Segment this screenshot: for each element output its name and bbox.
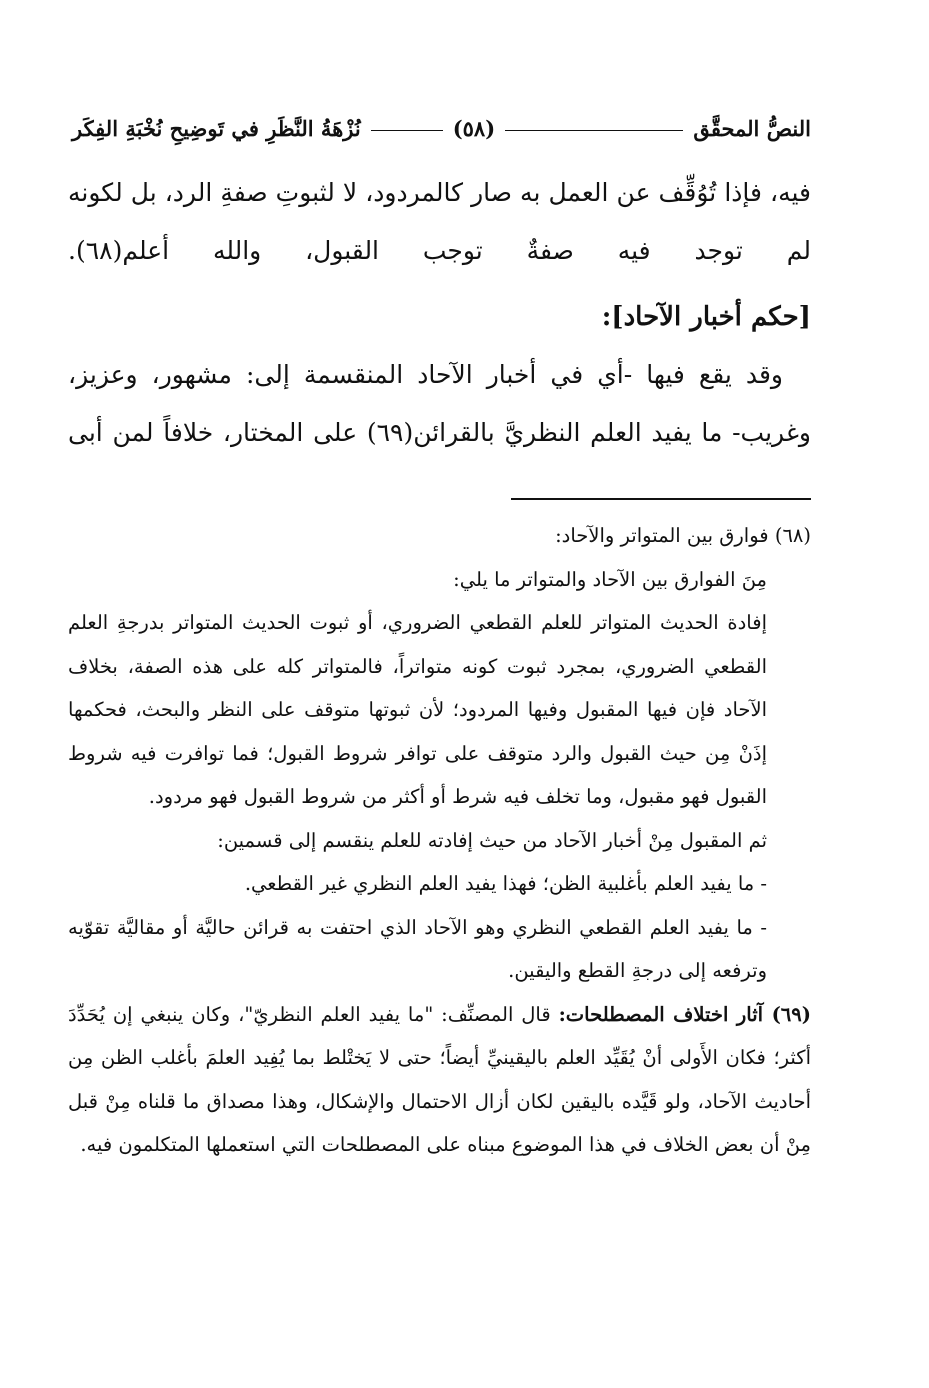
- footnote-69-body: قال المصنِّف: "ما يفيد العلم النظريّ"، وكان ينبغي إن يُحَدِّدَ أكثر؛ فكان الأَولى أنْ يُقَيِّد العلم باليقينيِّ أيضاً؛ حتى لا يَختْلط بما يُفِيد العلمَ بأغلب الظن مِن أحاديث الآحاد، ولو قَيَّده باليقين لكان أزال الاحتمال والإشكال، وهذا مصداق ما قلناه مِنْ قبل مِنْ أن بعض الخلاف في هذا الموضوع مبناه على المصطلحات التي استعملها المتكلمون فيه.: [68, 1002, 811, 1156]
- footnote-68-title: (٦٨) فوارق بين المتواتر والآحاد:: [555, 524, 811, 547]
- main-paragraph-2: وقد يقع فيها -أي في أخبار الآحاد المنقسمة إلى: مشهور، وعزيز، وغريب- ما يفيد العلم النظريَّ بالقرائن(٦٩) على المختار، خلافاً لمن أبى: [68, 360, 811, 447]
- page-number: (٥٨): [452, 115, 496, 141]
- footnote-68-body: إفادة الحديث المتواتر للعلم القطعي الضروري، أو ثبوت الحديث المتواتر بدرجةِ العلم القطعي الضروري، بمجرد ثبوت كونه متواتراً، فالمتواتر كله على هذه الصفة، بخلاف الآحاد فإن فيها المقبول وفيها المردود؛ لأن ثبوتها متوقف على النظر والبحث، فحكمها إذَنْ مِن حيث القبول والرد متوقف على توافر شروط القبول؛ فما توافرت فيه شروط القبول فهو مقبول، وما تخلف فيه شرط أو أكثر من شروط القبول فهو مردود.: [68, 611, 767, 808]
- footnote-68-division: ثم المقبول مِنْ أخبار الآحاد من حيث إفادته للعلم ينقسم إلى قسمين:: [217, 828, 767, 852]
- header-rule-left: [371, 130, 443, 131]
- header-right-title: النصُّ المحقَّق: [693, 115, 811, 141]
- footnote-69-title: (٦٩) آثار اختلاف المصطلحات:: [558, 1002, 811, 1026]
- footnote-68-item-2: - ما يفيد العلم القطعي النظري وهو الآحاد الذي احتفت به قرائن حاليَّة أو مقاليَّة تقوّيه وترفعه إلى درجةِ القطع واليقين.: [68, 915, 767, 982]
- running-header: [72, 108, 811, 148]
- footnote-69: [68, 993, 811, 1167]
- main-text: [68, 164, 811, 462]
- footnotes: [68, 514, 811, 1167]
- footnote-68-item-1: - ما يفيد العلم بأغلبية الظن؛ فهذا يفيد العلم النظري غير القطعي.: [244, 872, 767, 895]
- header-rule-right: [505, 130, 683, 131]
- section-heading: [حكم أخبار الآحاد]:: [601, 302, 811, 332]
- header-left-title: نُزْهَةُ النَّظَرِ في تَوضِيحِ نُخْبَةِ الفِكَر: [72, 115, 361, 141]
- footnote-separator: [511, 498, 811, 500]
- footnote-68-intro: مِنَ الفوارق بين الآحاد والمتواتر ما يلي:: [453, 567, 767, 591]
- main-paragraph-1: فيه، فإذا تُوُقِّف عن العمل به صار كالمردود، لا لثبوتِ صفةِ الرد، بل لكونه لم توجد فيه صفةٌ توجب القبول، والله أعلم(٦٨).: [68, 178, 811, 265]
